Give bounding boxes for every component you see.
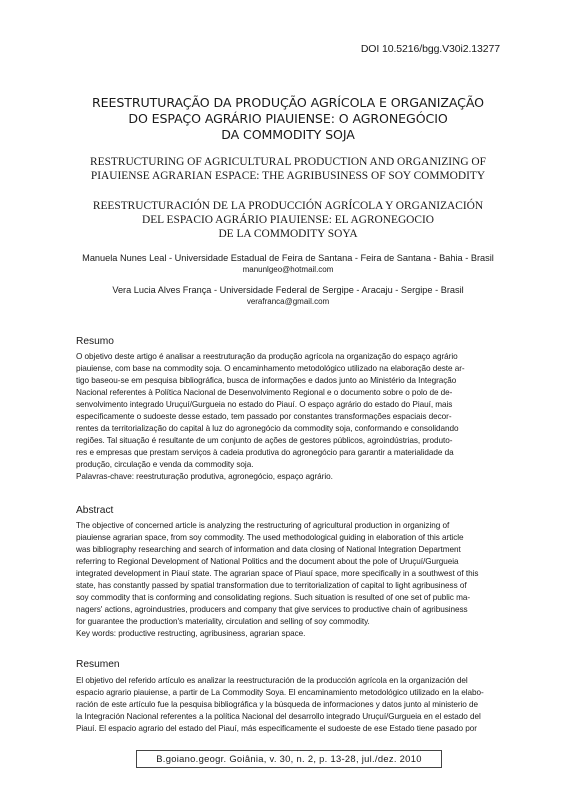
title-spanish (60, 199, 516, 241)
resumen-line: Piauí. El espacio agrario del estado del Piauí, más especificamente el sudoeste de ese Estado tiene pasado por (76, 724, 477, 733)
resumo-line: Nacional referentes à Política Nacional de Desenvolvimento Regional e o documento sobre o polo de de- (76, 388, 453, 397)
author-email: manunlgeo@hotmail.com (242, 265, 334, 274)
abstract-line: integrated development in Piauí state. The agrarian space of Piauí space, more specifically in a southwest of this (76, 569, 479, 578)
resumo-paragraph (76, 351, 512, 483)
title-es-line: REESTRUCTURACIÓN DE LA PRODUCCIÓN AGRÍCOLA Y ORGANIZACIÓN (92, 200, 484, 212)
abstract-line: for guarantee the production's materiality, circulation and selling of soy commodity. (76, 617, 370, 626)
resumo-keywords: Palavras-chave: reestruturação produtiva, agronegócio, espaço agrário. (76, 472, 333, 481)
resumo-line: especificamente o sudoeste desse estado, tem passado por constantes transformações espaciais decor- (76, 412, 452, 421)
abstract-line: nagers' actions, agroindustries, producers and company that give services to productive chain of agribusiness (76, 605, 468, 614)
title-pt-line: DO ESPAÇO AGRÁRIO PIAUIENSE: O AGRONEGÓCIO (128, 111, 448, 126)
abstract-line: was bibliography researching and search of information and data closing of National Integration Department (76, 545, 461, 554)
journal-citation-footer: B.goiano.geogr. Goiânia, v. 30, n. 2, p. 13-28, jul./dez. 2010 (136, 750, 442, 768)
title-es-line: DE LA COMMODITY SOYA (218, 228, 358, 240)
doi-identifier: DOI 10.5216/bgg.V30i2.13277 (360, 43, 500, 55)
resumo-line: produção, circulação e venda da commodity soja. (76, 460, 254, 469)
title-en-line: RESTRUCTURING OF AGRICULTURAL PRODUCTION AND ORGANIZING OF (90, 156, 486, 168)
abstract-keywords: Key words: productive restructing, agribusiness, agrarian space. (76, 629, 306, 638)
resumen-line: la Integración Nacional referentes a la política Nacional del desarrollo integrado Uruçuí/Gurgueia en el estado del (76, 712, 481, 721)
resumo-heading: Resumo (76, 336, 114, 347)
resumo-line: piauiense, com base na commodity soja. O encaminhamento metodológico utilizado na elaboração deste ar- (76, 364, 465, 373)
resumo-line: tigo baseou-se em pesquisa bibliográfica, busca de informações e dados junto ao Ministério da Integração (76, 376, 457, 385)
title-pt-line: REESTRUTURAÇÃO DA PRODUÇÃO AGRÍCOLA E ORGANIZAÇÃO (92, 95, 484, 110)
resumo-line: res e empresas que prestam serviços à cadeia produtiva do agronegócio para garantir a materialidade da (76, 448, 454, 457)
author-email: verafranca@gmail.com (246, 297, 330, 306)
title-portuguese (60, 95, 516, 143)
author-affiliation: Vera Lucia Alves França - Universidade Federal de Sergipe - Aracaju - Sergipe - Brasil (112, 285, 464, 295)
abstract-paragraph (76, 520, 512, 640)
title-pt-line: DA COMMODITY SOJA (221, 127, 355, 142)
resumen-line: ración de este artículo fue la pesquisa bibliográfica y la búsqueda de informaciones y datos junto al ministerio de (76, 700, 479, 709)
resumen-line: El objetivo del referido artículo es analizar la reestructuración de la producción agrícola en la organización del (76, 676, 468, 685)
title-es-line: DEL ESPACIO AGRÁRIO PIAUIENSE: EL AGRONEGOCIO (141, 214, 435, 226)
resumo-line: O objetivo deste artigo é analisar a reestruturação da produção agrícola na organização do espaço agrário (76, 352, 458, 361)
abstract-line: piauiense agrarian space, from soy commodity. The used methodological guiding in elaboration of this article (76, 533, 464, 542)
title-en-line: PIAUIENSE AGRARIAN ESPACE: THE AGRIBUSINESS OF SOY COMMODITY (90, 170, 486, 182)
abstract-line: soy commodity that is conforming and consolidating regions. Such situation is resulted of one set of public ma- (76, 593, 471, 602)
author-affiliation: Manuela Nunes Leal - Universidade Estadual de Feira de Santana - Feira de Santana - Bahia - Brasil (82, 253, 494, 263)
resumen-paragraph (76, 675, 512, 735)
resumen-heading: Resumen (76, 659, 120, 670)
abstract-heading: Abstract (76, 505, 114, 516)
resumen-line: espacio agrario piauiense, a partir de La Commodity Soya. El encaminamiento metodológico utilizado en la elabo- (76, 688, 484, 697)
abstract-line: The objective of concerned article is analyzing the restructuring of agricultural production in organizing of (76, 521, 450, 530)
abstract-line: state, has constantly passed by spatial transformation due to territorialization of capital to light agribusiness of (76, 581, 467, 590)
resumo-line: regiões. Tal situação é resultante de um conjunto de ações de gestores públicos, agroindústrias, produto- (76, 436, 453, 445)
resumo-line: senvolvimento integrado Uruçuí/Gurgueia no estado do Piauí. O espaço agrário do estado do Piauí, mais (76, 400, 453, 409)
title-english (60, 155, 516, 183)
abstract-line: referring to Regional Development of National Politics and the document about the pole of Uruçuí/Gurgueia (76, 557, 459, 566)
resumo-line: rentes da territorialização do capital à luz do agronegócio da commodity soja, conformando e consolidando (76, 424, 459, 433)
